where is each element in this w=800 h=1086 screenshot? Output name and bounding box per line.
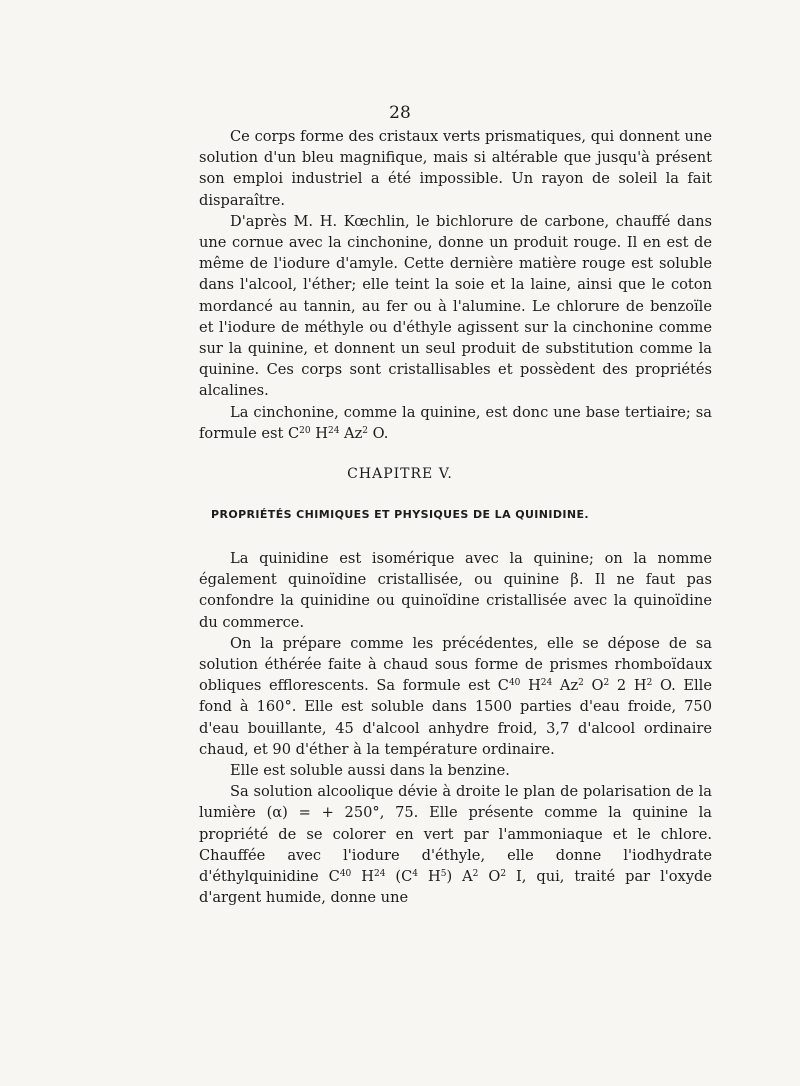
text-block-cinchonine [199, 126, 712, 444]
chapter-title: CHAPITRE V. [347, 466, 453, 482]
paragraph-formula: On la prépare comme les précédentes, elle se dépose de sa solution éthérée faite à chaud sous forme de prismes rhomboïdaux obliques efflorescents. Sa formule est $C^{40}$ $H^{24}$ Az$^2$ $O^2$ 2 $H^2$ O. Elle fond à 160°. Elle est soluble dans 1500 parties d'eau froide, 750 d'eau bouillante, 45 d'alcool anhydre froid, 3,7 d'alcool ordinaire chaud, et 90 d'éther à la température ordinaire. [199, 634, 712, 758]
paragraph: La quinidine est isomérique avec la quinine; on la nomme également quinoïdine cristallisée, ou quinine β. Il ne faut pas confondre la quinidine ou quinoïdine cristallisée avec la quinoïdine du commerce. [199, 550, 712, 631]
paragraph-formula: Sa solution alcoolique dévie à droite le plan de polarisation de la lumière (α) = + 250°, 75. Elle présente comme la quinine la propriété de se colorer en vert par l'ammoniaque et le chlore. Chauffée avec l'iodure d'éthyle, elle donne l'iodhydrate d'éthylquinidine $C^{40}$ $H^{24}$ ($C^4$ $H^5$) $A^2$ $O^2$ I, qui, traité par l'oxyde d'argent humide, donne une [199, 783, 713, 907]
chapter-subtitle: PROPRIÉTÉS CHIMIQUES ET PHYSIQUES DE LA QUINIDINE. [210, 508, 590, 521]
paragraph: D'après M. H. Kœchlin, le bichlorure de carbone, chauffé dans une cornue avec la cinchonine, donne un produit rouge. Il en est de même de l'iodure d'amyle. Cette dernière matière rouge est soluble dans l'alcool, l'éther; elle teint la soie et la laine, ainsi que le coton mordancé au tannin, au fer ou à l'alumine. Le chlorure de benzoïle et l'iodure de méthyle ou d'éthyle agissent sur la cinchonine comme sur la quinine, et donnent un seul produit de substitution comme la quinine. Ces corps sont cristallisables et possèdent des propriétés alcalines. [199, 212, 712, 400]
paragraph: Ce corps forme des cristaux verts prismatiques, qui donnent une solution d'un bleu magnifique, mais si altérable que jusqu'à présent son emploi industriel a été impossible. Un rayon de soleil la fait disparaître. [199, 128, 712, 209]
page-number: 28 [389, 103, 411, 123]
text-block-quinidine [199, 548, 712, 908]
paragraph-formula: La cinchonine, comme la quinine, est donc une base tertiaire; sa formule est $C^{20}$ $H^{24}$ Az$^2$ O. [199, 403, 712, 442]
paragraph: Elle est soluble aussi dans la benzine. [230, 762, 510, 780]
